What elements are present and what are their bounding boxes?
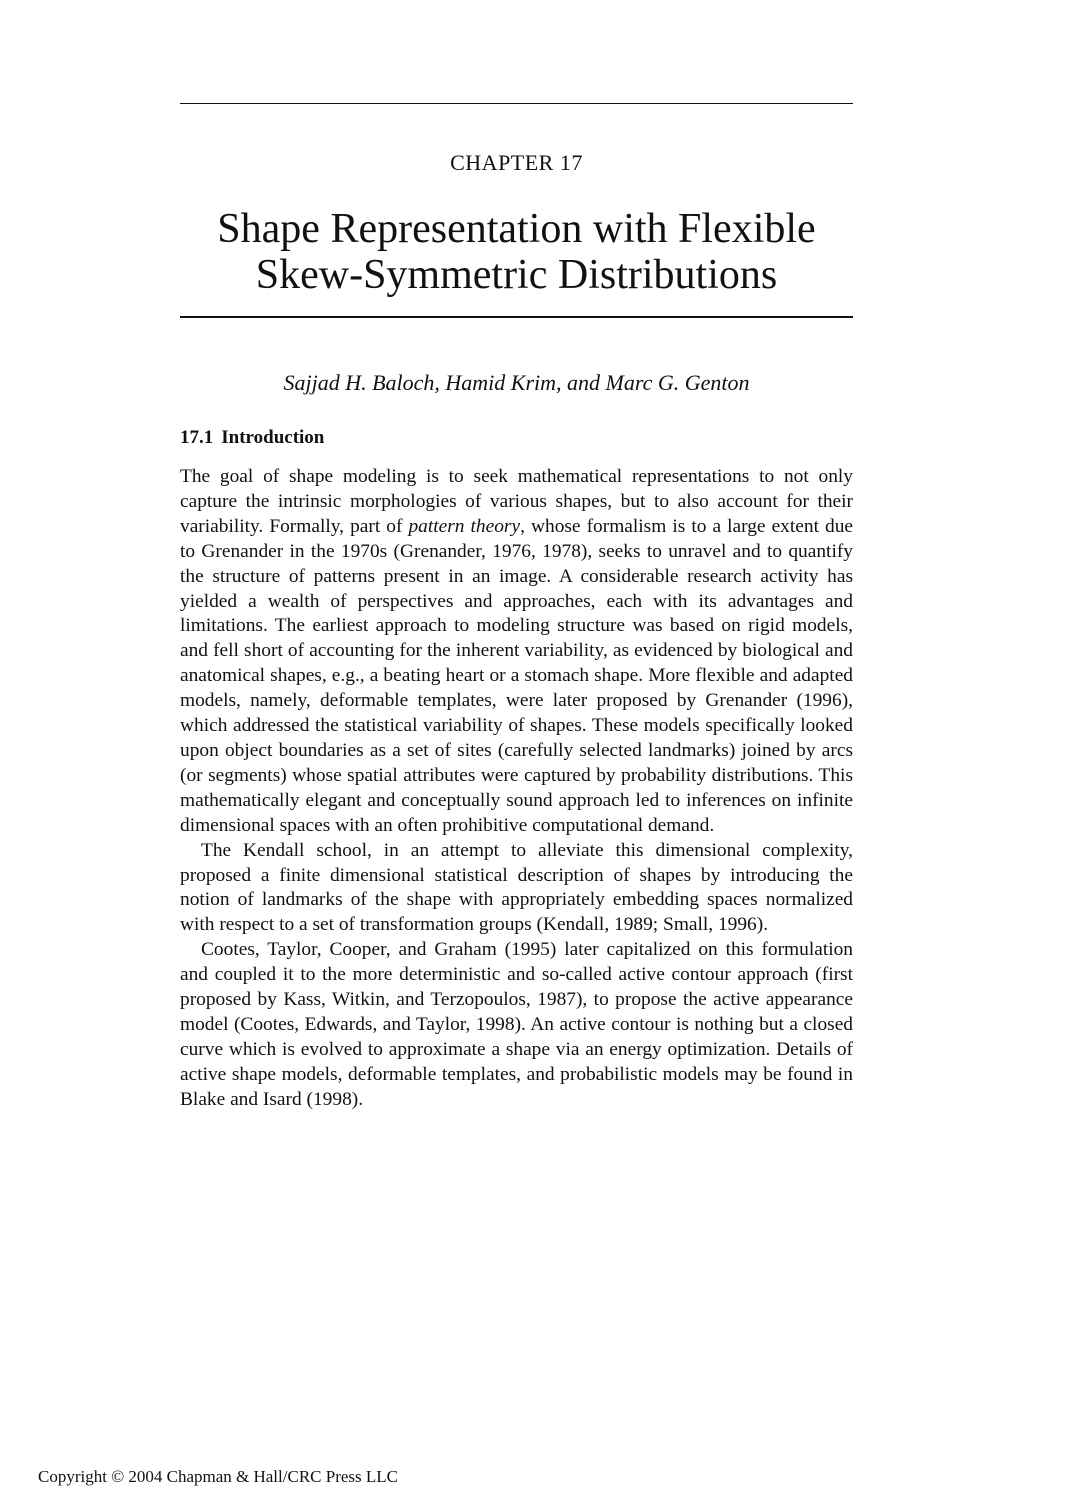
paragraph-1-part-a: The goal of shape modeling is to seek mathematical representations to not only capture the intrinsic morphologies of various shapes, but to also account for their variability. Formally, part of (180, 466, 853, 537)
chapter-title (180, 206, 853, 298)
title-bottom-rule (180, 316, 853, 318)
body-text (180, 465, 853, 1113)
chapter-title-line2: Skew-Symmetric Distributions (255, 252, 778, 298)
chapter-title-line1: Shape Representation with Flexible (217, 206, 816, 252)
paragraph-3: Cootes, Taylor, Cooper, and Graham (1995) later capitalized on this formulation and coupled it to the more deterministic and so-called active contour approach (first proposed by Kass, Witkin, and Terzopoulos, 1987), to propose the active appearance model (Cootes, Edwards, and Taylor, 1998). An active contour is nothing but a closed curve which is evolved to approximate a shape via an energy optimization. Details of active shape models, deformable templates, and probabilistic models may be found in Blake and Isard (1998). (180, 939, 853, 1110)
copyright-footer: Copyright © 2004 Chapman & Hall/CRC Press LLC (38, 1467, 398, 1486)
paragraph-2: The Kendall school, in an attempt to alleviate this dimensional complexity, proposed a finite dimensional statistical description of shapes by introducing the notion of landmarks of the shape with appropriately embedding spaces normalized with respect to a set of transformation groups (Kendall, 1989; Small, 1996). (180, 839, 853, 936)
chapter-authors: Sajjad H. Baloch, Hamid Krim, and Marc G. Genton (283, 370, 750, 395)
pattern-theory-term: pattern theory (408, 515, 521, 537)
paragraph-1 (180, 465, 853, 839)
top-rule (180, 103, 853, 104)
section-title: Introduction (221, 427, 325, 448)
chapter-label: CHAPTER 17 (450, 150, 583, 175)
section-heading (180, 427, 324, 449)
section-number: 17.1 (180, 427, 214, 448)
paragraph-1-part-b: , whose formalism is to a large extent due to Grenander in the 1970s (Grenander, 1976, 1978), seeks to unravel and to quantify the structure of patterns present in an image. A considerable research activity has yielded a wealth of perspectives and approaches, each with its advantages and limitations. The earliest approach to modeling structure was based on rigid models, and fell short of accounting for the inherent variability, as evidenced by biological and anatomical shapes, e.g., a beating heart or a stomach shape. More flexible and adapted models, namely, deformable templates, were later proposed by Grenander (1996), which addressed the statistical variability of shapes. These models specifically looked upon object boundaries as a set of sites (carefully selected landmarks) joined by arcs (or segments) whose spatial attributes were captured by probability distributions. This mathematically elegant and conceptually sound approach led to inferences on infinite dimensional spaces with an often prohibitive computational demand. (180, 515, 854, 836)
